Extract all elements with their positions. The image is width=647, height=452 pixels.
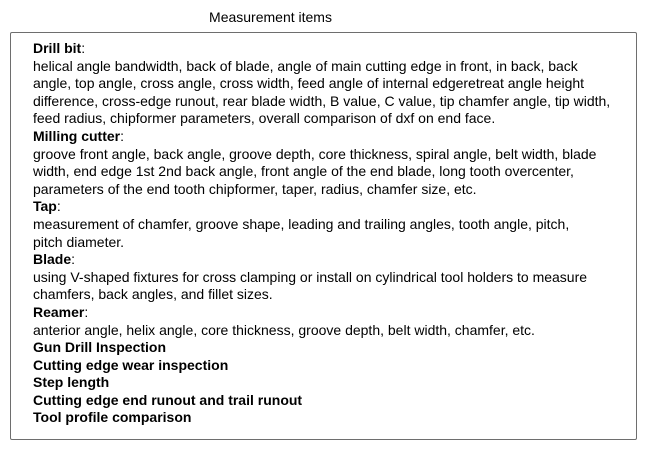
description-line: feed radius, chipformer parameters, overall comparison of dxf on end face. xyxy=(33,110,496,127)
section-description xyxy=(33,322,628,340)
description-line: using V-shaped fixtures for cross clamping or install on cylindrical tool holders to measure xyxy=(33,268,588,285)
description-line: angle, top angle, cross angle, cross width, feed angle of internal edgeretreat angle height xyxy=(33,75,585,92)
page-title xyxy=(0,8,647,26)
section-milling-cutter xyxy=(33,128,628,198)
section-heading: Milling cutter: xyxy=(33,127,125,144)
section-description xyxy=(33,269,628,304)
description-line: width, end edge 1st 2nd back angle, front angle of the end blade, long tooth overcenter, xyxy=(33,163,574,180)
description-line: groove front angle, back angle, groove depth, core thickness, spiral angle, belt width, blade xyxy=(33,145,597,162)
section-description xyxy=(33,216,628,251)
extra-item: Gun Drill Inspection xyxy=(33,339,167,356)
measurement-items-box xyxy=(10,32,637,440)
section-heading: Blade: xyxy=(33,251,76,268)
section-description xyxy=(33,146,628,199)
extra-item: Cutting edge wear inspection xyxy=(33,356,229,373)
extra-item: Tool profile comparison xyxy=(33,409,192,426)
section-tap xyxy=(33,198,628,251)
description-line: chamfers, back angles, and fillet sizes. xyxy=(33,286,273,303)
extra-items-list xyxy=(33,339,628,427)
section-heading: Tap: xyxy=(33,198,61,215)
description-line: parameters of the end tooth chipformer, taper, radius, chamfer size, etc. xyxy=(33,180,477,197)
section-drill-bit xyxy=(33,40,628,128)
description-line: measurement of chamfer, groove shape, leading and trailing angles, tooth angle, pitch, xyxy=(33,215,570,232)
extra-item: Step length xyxy=(33,374,110,391)
section-heading: Drill bit: xyxy=(33,40,86,56)
title-text: Measurement items xyxy=(209,9,332,25)
section-reamer xyxy=(33,304,628,339)
section-description xyxy=(33,58,628,128)
section-blade xyxy=(33,251,628,304)
section-heading: Reamer: xyxy=(33,303,89,320)
description-line: helical angle bandwidth, back of blade, angle of main cutting edge in front, in back, back xyxy=(33,57,578,74)
description-line: pitch diameter. xyxy=(33,233,125,250)
description-line: anterior angle, helix angle, core thickness, groove depth, belt width, chamfer, etc. xyxy=(33,321,535,338)
description-line: difference, cross-edge runout, rear blade width, B value, C value, tip chamfer angle, tip width, xyxy=(33,92,611,109)
extra-item: Cutting edge end runout and trail runout xyxy=(33,391,303,408)
